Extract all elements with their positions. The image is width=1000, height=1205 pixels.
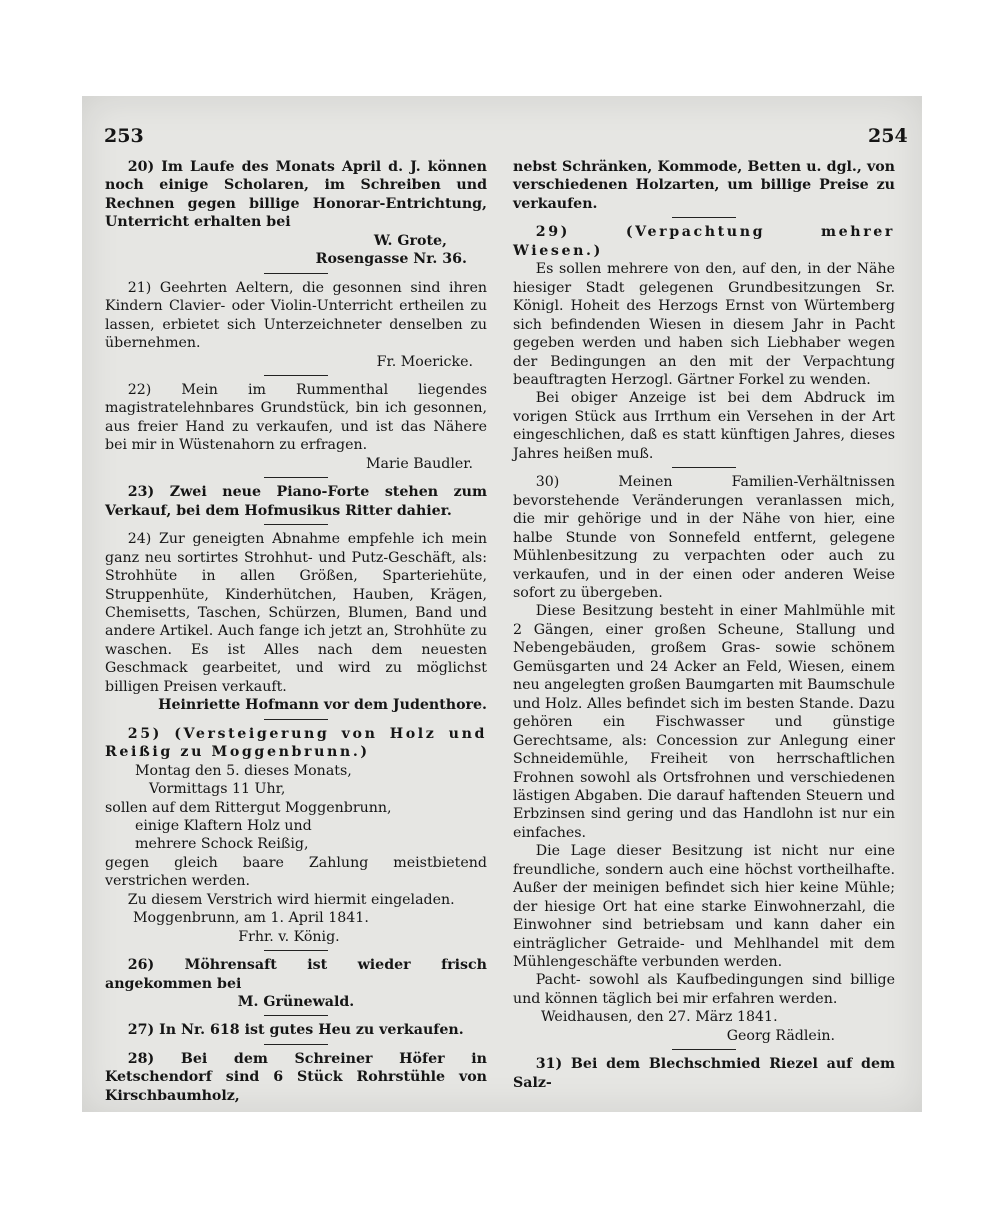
ad-26-signature: M. Grünewald.	[237, 994, 355, 1011]
separator-rule	[264, 1015, 328, 1016]
ad-28-text: 28) Bei dem Schreiner Höfer in Ketschendorf sind 6 Stück Rohrstühle von Kirschbaumholz,	[105, 1050, 487, 1104]
ad-25-line-1: Montag den 5. dieses Monats,	[135, 762, 352, 779]
separator-rule	[264, 273, 328, 274]
ad-25-line-7: Zu diesem Verstrich wird hiermit eingeladen.	[127, 891, 455, 908]
ad-29-note: Bei obiger Anzeige ist bei dem Abdruck im vorigen Stück aus Irrthum ein Versehen in der Art eingeschlichen, daß es statt künftigen Jahres, dieses Jahres heißen muß.	[513, 390, 895, 462]
ad-23	[105, 483, 487, 520]
separator-rule	[672, 467, 736, 468]
page-number-right: 254	[868, 125, 908, 147]
separator-rule	[264, 477, 328, 478]
separator-rule	[264, 524, 328, 525]
page-number-left: 253	[104, 125, 144, 147]
ad-25-dateline: Moggenbrunn, am 1. April 1841.	[133, 910, 369, 927]
separator-rule	[672, 217, 736, 218]
separator-rule	[672, 1049, 736, 1050]
ad-20	[105, 158, 487, 269]
ad-25-signature: Frhr. v. König.	[238, 928, 340, 945]
ad-25-line-6: gegen gleich baare Zahlung meistbietend verstrichen werden.	[105, 854, 487, 890]
ad-27	[105, 1021, 487, 1039]
ad-22-text: 22) Mein im Rummenthal liegendes magistratelehnbares Grundstück, bin ich gesonnen, aus freier Hand zu verkaufen, und ist das Nähere bei mir in Wüstenahorn zu erfragen.	[105, 381, 487, 454]
ad-20-text: 20) Im Laufe des Monats April d. J. können noch einige Scholaren, im Schreiben und Rechnen gegen billige Honorar-Entrichtung, Unterricht erhalten bei	[105, 159, 487, 231]
ad-31	[513, 1055, 895, 1092]
ad-25-line-4: einige Klaftern Holz und	[135, 817, 312, 834]
ad-22	[105, 381, 487, 473]
ad-30-paragraph-4: Pacht- sowohl als Kaufbedingungen sind billige und können täglich bei mir erfahren werden.	[513, 972, 895, 1007]
ad-28	[105, 1050, 487, 1105]
ad-21-signature: Fr. Moericke.	[376, 353, 473, 370]
separator-rule	[264, 719, 328, 720]
ad-30-text: 30) Meinen Familien-Verhältnissen bevorstehende Veränderungen veranlassen mich, die mir gehörige und in der Nähe von hier, eine halbe Stunde von Sonnefeld entfernt, gelegene Mühlenbesitzung zu verpachten oder auch zu verkaufen, und in der einen oder anderen Weise sofort zu übergeben.	[513, 474, 895, 601]
ad-26	[105, 956, 487, 1011]
ad-28-continued	[513, 158, 895, 213]
ad-25-title: 25) (Versteigerung von Holz und Reißig zu Moggenbrunn.)	[105, 725, 487, 761]
right-column	[513, 158, 895, 1092]
ad-30-paragraph-2: Diese Besitzung besteht in einer Mahlmühle mit 2 Gängen, einer großen Scheune, Stallung und Nebengebäuden, großem Gras- sowie schönem Gemüsgarten und 24 Acker an Feld, Wiesen, einem neu angelegten großen Baumgarten mit Baumschule und Holz. Alles befindet sich im besten Stande. Dazu gehören ein Fischwasser und günstige Gerechtsame, als: Concession zur Anlegung einer Schneidemühle, Freiheit von herrschaftlichen Frohnen sowohl als Ortsfrohnen und verschiedenen lästigen Abgaben. Die darauf haftenden Steuern und Erbzinsen sind gering und das Handlohn ist nur ein einfaches.	[513, 603, 895, 841]
ad-22-signature: Marie Baudler.	[366, 455, 473, 472]
ad-25-line-3: sollen auf dem Rittergut Moggenbrunn,	[105, 799, 392, 816]
separator-rule	[264, 375, 328, 376]
ad-30-dateline: Weidhausen, den 27. März 1841.	[541, 1009, 778, 1026]
ad-30-paragraph-3: Die Lage dieser Besitzung ist nicht nur eine freundliche, sondern auch eine höchst vortheilhafte. Außer der meinigen befindet sich hier keine Mühle; der hiesige Ort hat eine starke Einwohnerzahl, die Einwohner sind betriebsam und kann daher ein einträglicher Getraide- und Mehlhandel mit dem Mühlengeschäfte verbunden werden.	[513, 843, 895, 971]
ad-25-line-2: Vormittags 11 Uhr,	[149, 781, 286, 798]
ad-26-text: 26) Möhrensaft ist wieder frisch angekommen bei	[105, 957, 487, 992]
left-column	[105, 158, 487, 1105]
ad-31-text: 31) Bei dem Blechschmied Riezel auf dem Salz-	[513, 1056, 895, 1091]
ad-20-address: Rosengasse Nr. 36.	[315, 251, 467, 268]
ad-29-title: 29) (Verpachtung mehrer Wiesen.)	[513, 224, 895, 259]
ad-27-text: 27) In Nr. 618 ist gutes Heu zu verkaufen.	[127, 1022, 464, 1039]
ad-29-text: Es sollen mehrere von den, auf den, in der Nähe hiesiger Stadt gelegenen Grundbesitzungen Sr. Königl. Hoheit des Herzogs Ernst von Würtemberg sich befindenden Wiesen in diesem Jahr in Pacht gegeben werden und haben sich Liebhaber wegen der Bedingungen an den mit der Verpachtung beauftragten Herzogl. Gärtner Forkel zu wenden.	[513, 261, 895, 388]
ad-24-text: 24) Zur geneigten Abnahme empfehle ich mein ganz neu sortirtes Strohhut- und Putz-Geschäft, als: Strohhüte in allen Größen, Sparteriehüte, Struppenhüte, Kinderhütchen, Hauben, Krägen, Chemisetts, Taschen, Schürzen, Blumen, Band und andere Artikel. Auch fange ich jetzt an, Strohhüte zu waschen. Es ist Alles nach dem neuesten Geschmack gearbeitet, und wird zu möglichst billigen Preisen verkauft.	[105, 531, 487, 695]
ad-28-continued-text: nebst Schränken, Kommode, Betten u. dgl., von verschiedenen Holzarten, um billige Preise zu verkaufen.	[513, 159, 895, 212]
ad-21	[105, 279, 487, 371]
separator-rule	[264, 950, 328, 951]
ad-25	[105, 725, 487, 946]
ad-21-text: 21) Geehrten Aeltern, die gesonnen sind ihren Kindern Clavier- oder Violin-Unterricht ertheilen zu lassen, erbietet sich Unterzeichneter denselben zu übernehmen.	[105, 279, 487, 352]
ad-30	[513, 473, 895, 1045]
ad-30-signature: Georg Rädlein.	[726, 1027, 835, 1044]
ad-29	[513, 223, 895, 463]
ad-23-text: 23) Zwei neue Piano-Forte stehen zum Verkauf, bei dem Hofmusikus Ritter dahier.	[105, 484, 487, 519]
ad-20-signature: W. Grote,	[373, 232, 447, 249]
separator-rule	[264, 1044, 328, 1045]
ad-24	[105, 530, 487, 715]
ad-25-line-5: mehrere Schock Reißig,	[135, 836, 309, 853]
ad-24-signature: Heinriette Hofmann vor dem Judenthore.	[158, 697, 487, 714]
